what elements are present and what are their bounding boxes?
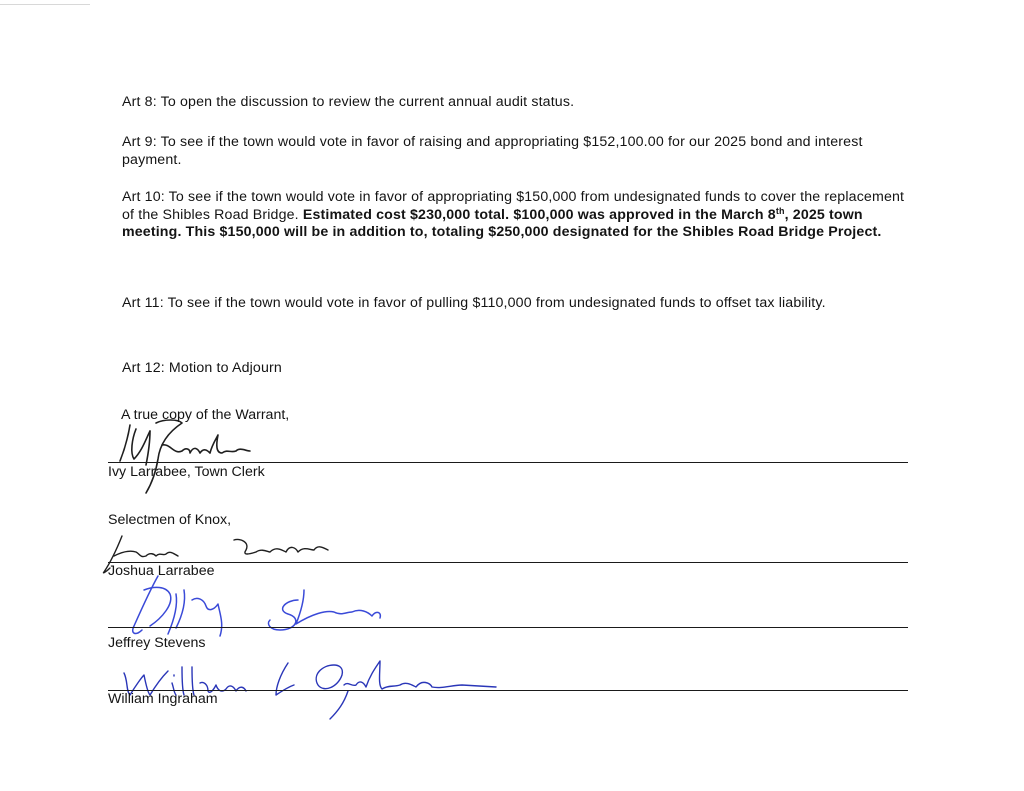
article-9-text: Art 9: To see if the town would vote in favor of raising and appropriating $152,100.00 for our 2025 bond and interest payment. — [122, 134, 863, 168]
article-10-bold-before: Estimated cost $230,000 total. $100,000 was approved in the March 8 — [302, 206, 776, 223]
article-12-text: Art 12: Motion to Adjourn — [122, 360, 282, 376]
selectman-1-signature-line — [108, 562, 908, 563]
article-8 — [122, 94, 912, 112]
selectman-3-name: William Ingraham — [108, 691, 218, 707]
scan-artifact — [0, 4, 90, 5]
attestation-label: A true copy of the Warrant, — [121, 407, 290, 423]
selectman-3-signature — [112, 645, 572, 725]
article-9 — [122, 134, 912, 169]
selectman-1-name: Joshua Larrabee — [108, 563, 215, 579]
selectman-2-name: Jeffrey Stevens — [108, 635, 206, 651]
article-10-bold-after: , 2025 town meeting. This $150,000 will be in addition to, totaling $250,000 designated for the Shibles Road Bridge Project. — [122, 206, 882, 240]
clerk-name: Ivy Larrabee, Town Clerk — [108, 464, 265, 480]
article-10 — [122, 189, 912, 242]
article-12 — [122, 360, 912, 378]
article-11 — [122, 295, 912, 313]
article-10-text: Art 10: To see if the town would vote in favor of appropriating $150,000 from undesignated funds to cover the replacement of the Shibles Road Bridge. — [122, 189, 905, 223]
selectman-2-signature-line — [108, 627, 908, 628]
selectmen-label: Selectmen of Knox, — [108, 512, 232, 528]
article-10-ordinal: th — [775, 205, 785, 216]
clerk-signature — [100, 415, 300, 495]
article-11-text: Art 11: To see if the town would vote in favor of pulling $110,000 from undesignated funds to offset tax liability. — [122, 295, 826, 311]
clerk-signature-line — [108, 462, 908, 463]
selectman-3-signature-line — [108, 690, 908, 691]
article-8-text: Art 8: To open the discussion to review the current annual audit status. — [122, 94, 575, 110]
